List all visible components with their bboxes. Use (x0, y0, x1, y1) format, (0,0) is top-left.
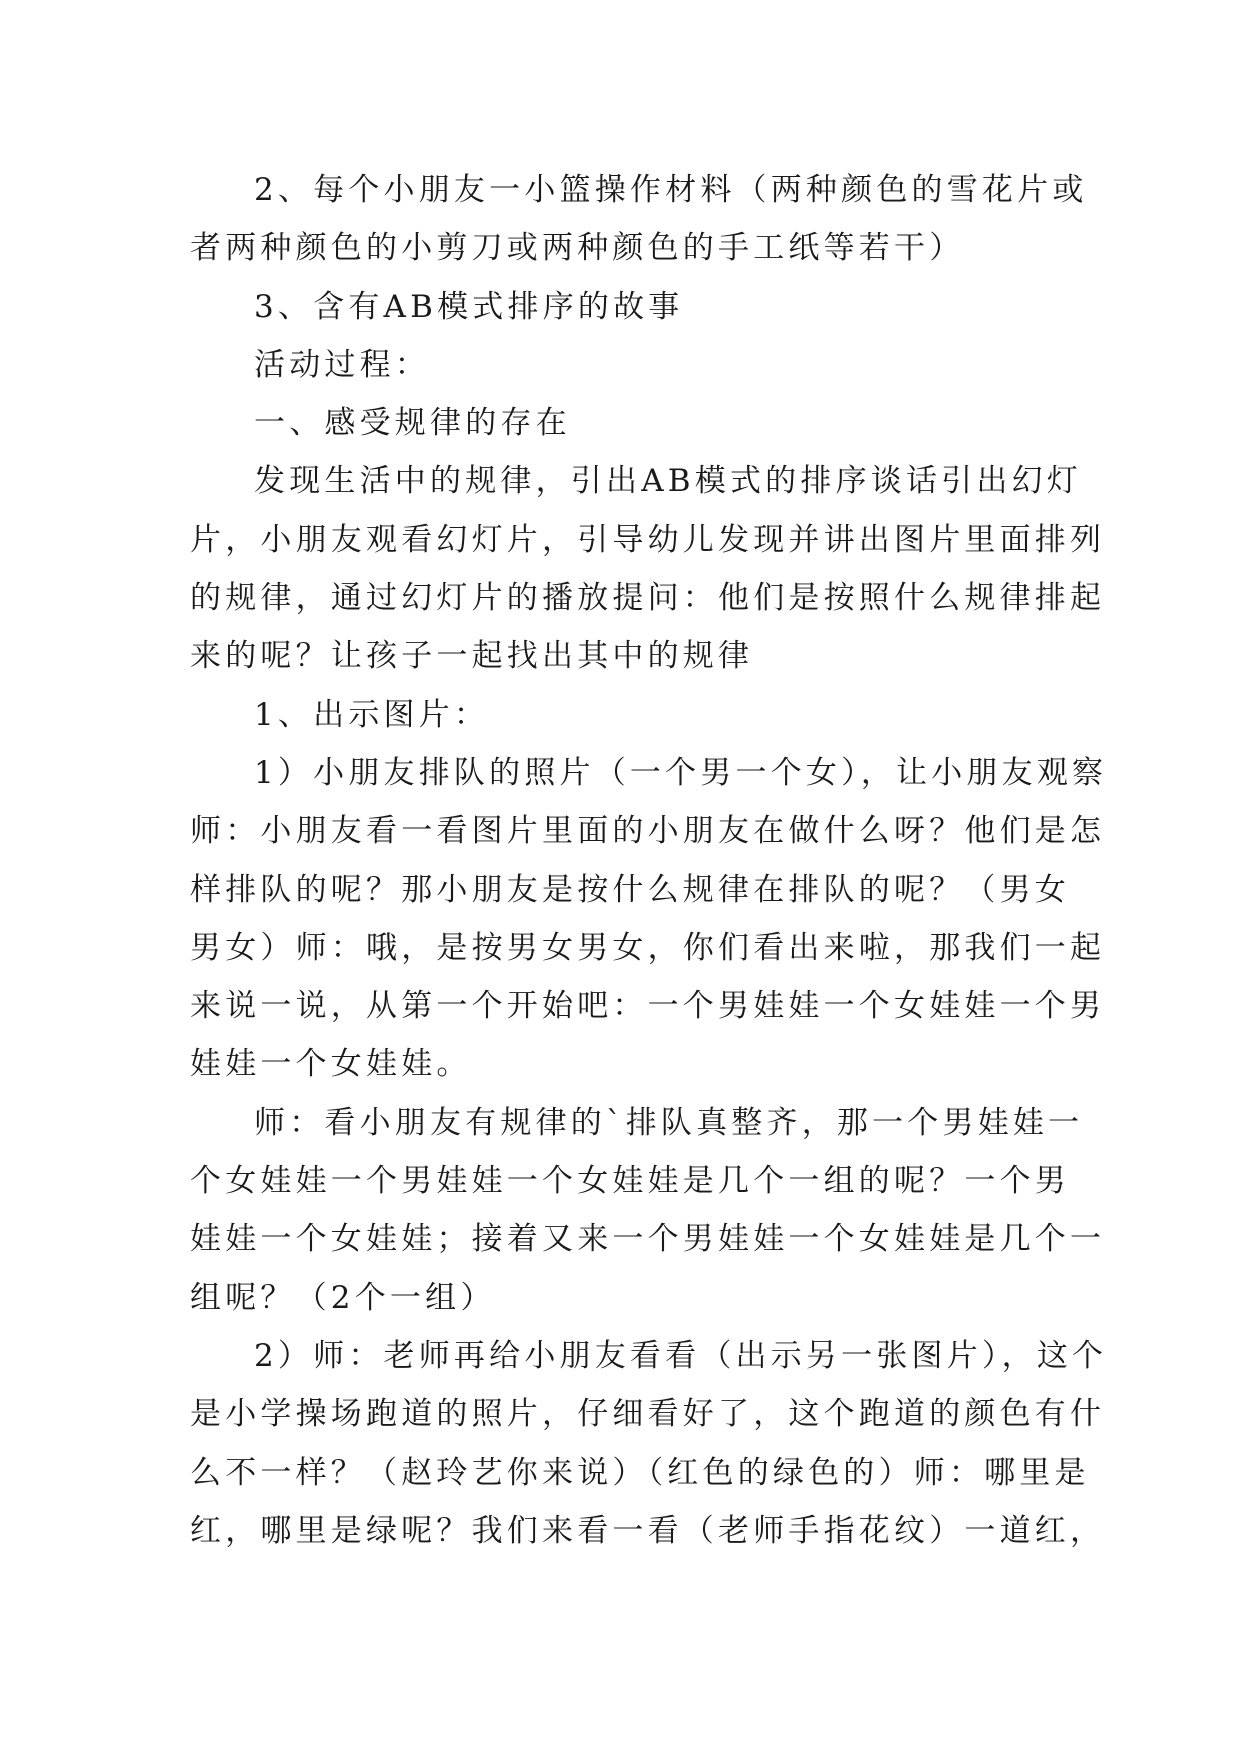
text-line: 红，哪里是绿呢？我们来看一看（老师手指花纹）一道红， (190, 1512, 1106, 1549)
text-line: 组呢？（2个一组） (190, 1279, 496, 1316)
text-line: 的规律，通过幻灯片的播放提问：他们是按照什么规律排起 (190, 580, 1106, 617)
text-line: 片，小朋友观看幻灯片，引导幼儿发现并讲出图片里面排列 (190, 521, 1106, 558)
text-line: 活动过程： (254, 346, 430, 383)
text-line: 来说一说，从第一个开始吧：一个男娃娃一个女娃娃一个男 (190, 988, 1106, 1025)
text-line: 娃娃一个女娃娃。 (190, 1046, 472, 1083)
text-line: 是小学操场跑道的照片，仔细看好了，这个跑道的颜色有什 (190, 1396, 1106, 1433)
document-body (190, 161, 1108, 1560)
text-line: 2）师：老师再给小朋友看看（出示另一张图片），这个 (254, 1337, 1108, 1374)
text-line: 1）小朋友排队的照片（一个男一个女），让小朋友观察 (254, 754, 1108, 791)
text-line: 师：小朋友看一看图片里面的小朋友在做什么呀？他们是怎 (190, 813, 1106, 850)
text-line: 男女）师：哦，是按男女男女，你们看出来啦，那我们一起 (190, 929, 1106, 966)
text-line: 来的呢？让孩子一起找出其中的规律 (190, 638, 754, 675)
text-line: 师：看小朋友有规律的`排队真整齐，那一个男娃娃一 (254, 1104, 1084, 1141)
text-line: 么不一样？（赵玲艺你来说）（红色的绿色的）师：哪里是 (190, 1454, 1090, 1491)
text-line: 2、每个小朋友一小篮操作材料（两种颜色的雪花片或 (254, 172, 1088, 208)
text-line: 1、出示图片： (254, 696, 490, 733)
text-line: 个女娃娃一个男娃娃一个女娃娃是几个一组的呢？一个男 (190, 1163, 1070, 1200)
text-line: 者两种颜色的小剪刀或两种颜色的手工纸等若干） (190, 230, 965, 267)
text-line: 发现生活中的规律，引出AB模式的排序谈话引出幻灯 (254, 463, 1082, 500)
text-line: 3、含有AB模式排序的故事 (254, 288, 684, 325)
text-line: 样排队的呢？那小朋友是按什么规律在排队的呢？（男女 (190, 871, 1070, 908)
text-line: 娃娃一个女娃娃；接着又来一个男娃娃一个女娃娃是几个一 (190, 1221, 1106, 1258)
text-line: 一、感受规律的存在 (254, 405, 571, 442)
